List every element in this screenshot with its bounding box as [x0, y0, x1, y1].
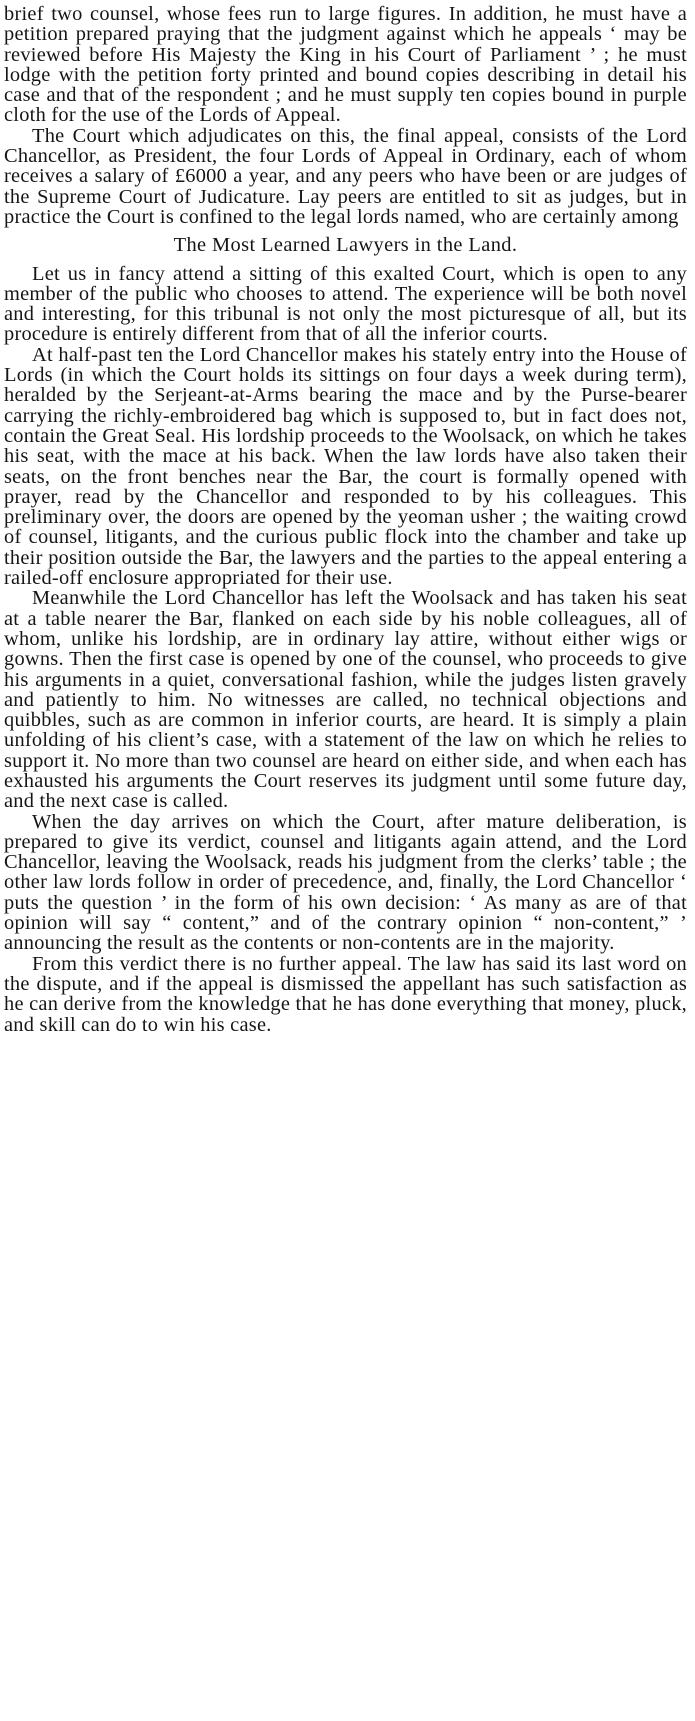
paragraph-no-appeal: From this verdict there is no further appeal. The law has said its last word on the dispute, and if the appeal is dismissed the appellant has such satisfaction as he can derive from the knowledge that he has done everything that money, pluck, and skill can do to win his case. — [4, 952, 687, 1036]
section-subheading: The Most Learned Lawyers in the Land. — [173, 234, 518, 257]
paragraph-court-composition: The Court which adjudicates on this, the final appeal, consists of the Lord Chancellor, as President, the four Lords of Appeal in Ordinary, each of whom receives a salary of £6000 a year, and any peers who have been or are judges of the Supreme Court of Judicature. Lay peers are entitled to sit as judges, but in practice the Court is confined to the legal lords named, who are certainly among — [4, 124, 687, 228]
paragraph-attend-sitting: Let us in fancy attend a sitting of this exalted Court, which is open to any member of the public who chooses to attend. The experience will be both novel and interesting, for this tribunal is not only the most picturesque of all, but its procedure is entirely different from that of all the inferior courts. — [4, 262, 687, 346]
paragraph-hearing: Meanwhile the Lord Chancellor has left the Woolsack and has taken his seat at a table nearer the Bar, flanked on each side by his noble colleagues, all of whom, unlike his lordship, are in ordinary lay attire, without either wigs or gowns. Then the first case is opened by one of the counsel, who proceeds to give his arguments in a quiet, conversational fashion, while the judges listen gravely and patiently to him. No witnesses are called, no technical objections and quibbles, such as are common in inferior courts, are heard. It is simply a plain unfolding of his client’s case, with a statement of the law on which he relies to support it. No more than two counsel are heard on either side, and when each has exhausted his arguments the Court reserves its judgment until some future day, and the next case is called. — [4, 587, 687, 813]
newspaper-column — [4, 0, 687, 1035]
paragraph-counsel-fees: brief two counsel, whose fees run to large figures. In addition, he must have a petition prepared praying that the judgment against which he appeals ‘ may be reviewed before His Majesty the King in his Court of Parliament ’ ; he must lodge with the petition forty printed and bound copies describing in detail his case and that of the respondent ; and he must supply ten copies bound in purple cloth for the use of the Lords of Appeal. — [4, 3, 687, 127]
paragraph-verdict: When the day arrives on which the Court, after mature deliberation, is prepared to give its verdict, counsel and litigants again attend, and the Lord Chancellor, leaving the Woolsack, reads his judgment from the clerks’ table ; the other law lords follow in order of precedence, and, finally, the Lord Chancellor ‘ puts the question ’ in the form of his own decision: ‘ As many as are of that opinion will say “ content,” and of the contrary opinion “ non-content,” ’ announcing the result as the contents or non-contents are in the majority. — [4, 810, 687, 955]
paragraph-chancellor-entry: At half-past ten the Lord Chancellor makes his stately entry into the House of Lords (in which the Court holds its sittings on four days a week during term), heralded by the Serjeant-at-Arms bearing the mace and by the Purse-bearer carrying the richly-embroidered bag which is supposed to, but in fact does not, contain the Great Seal. His lordship proceeds to the Woolsack, on which he takes his seat, with the mace at his back. When the law lords have also taken their seats, on the front benches near the Bar, the court is formally opened with prayer, read by the Chancellor and responded to by his colleagues. This preliminary over, the doors are opened by the yeoman usher ; the waiting crowd of counsel, litigants, and the curious public flock into the chamber and take up their position outside the Bar, the lawyers and the parties to the appeal entering a railed-off enclosure appropriated for their use. — [4, 343, 687, 590]
